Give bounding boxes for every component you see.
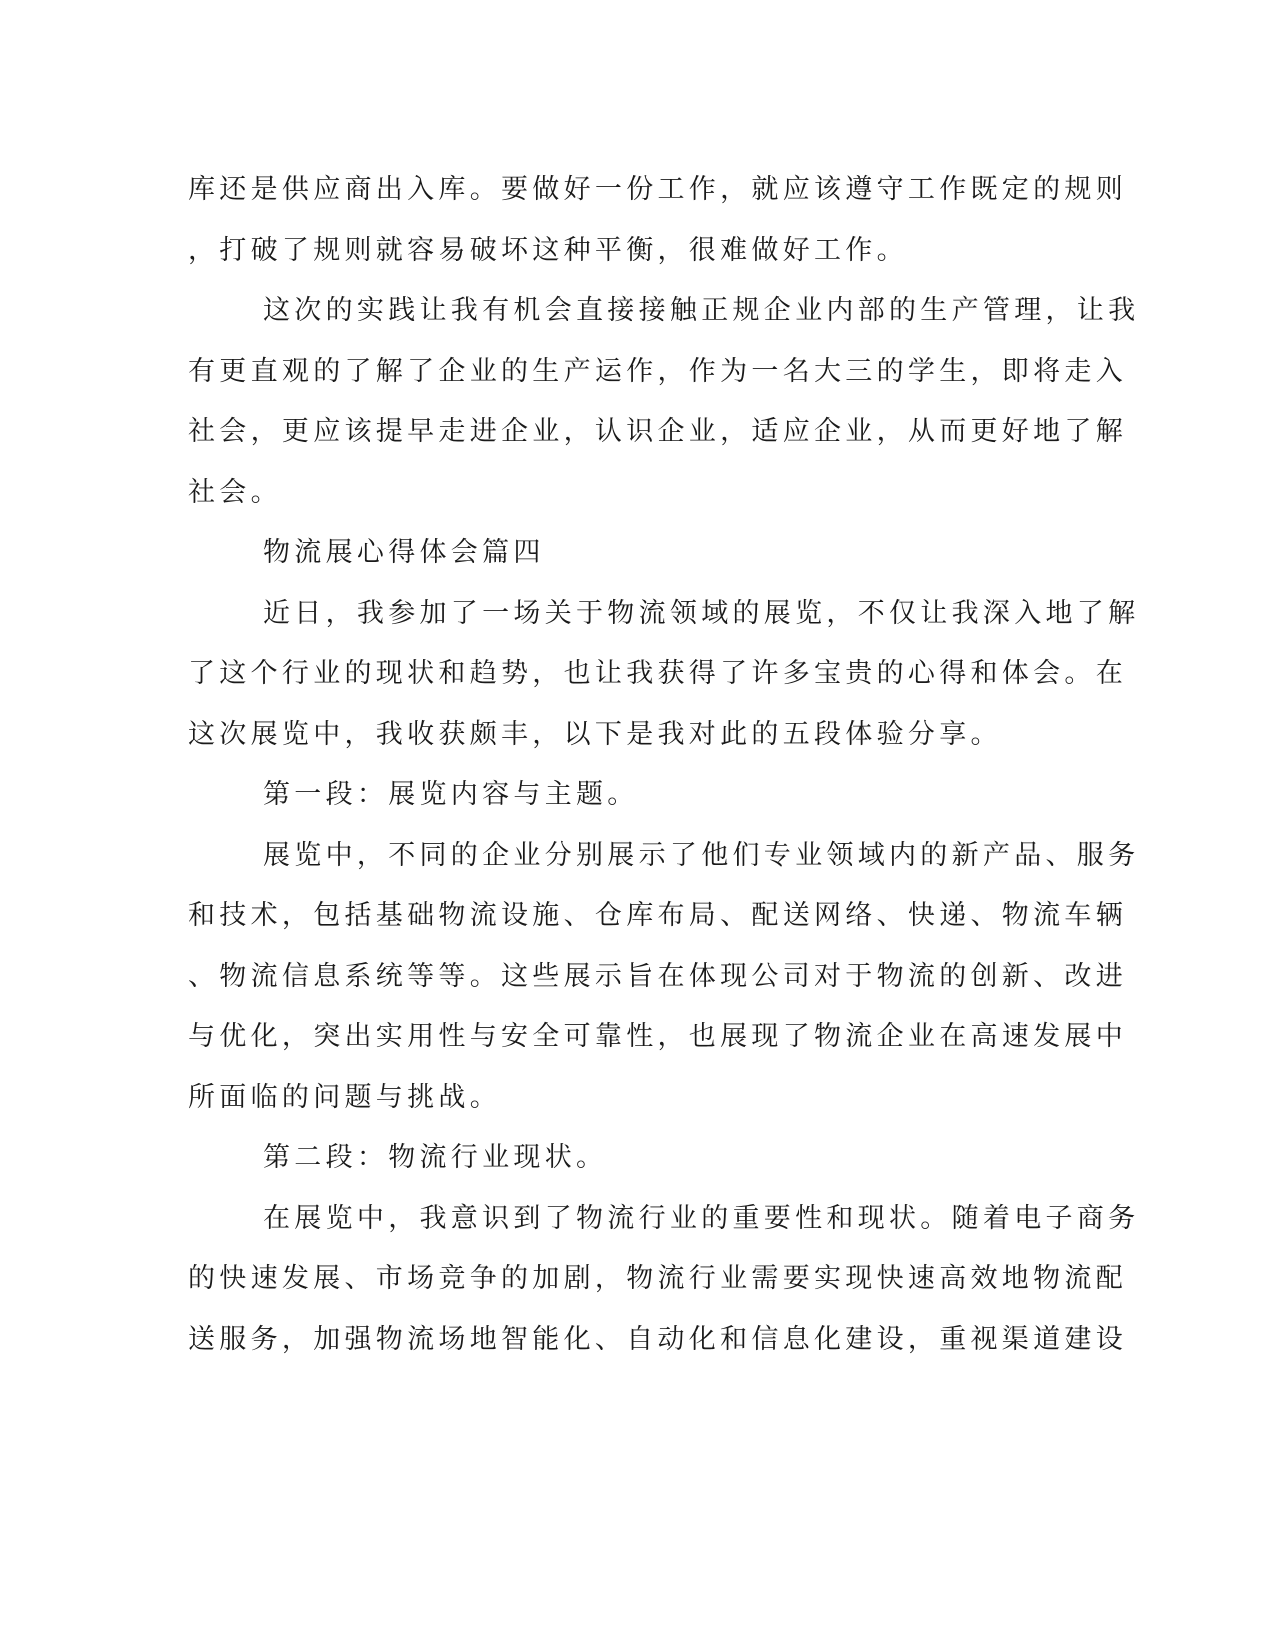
text-line: 有更直观的了解了企业的生产运作，作为一名大三的学生，即将走入 [188, 355, 1127, 387]
text-line: 在展览中，我意识到了物流行业的重要性和现状。随着电子商务 [263, 1202, 1140, 1234]
paragraph-heading: 第一段：展览内容与主题。 [263, 779, 639, 810]
text-line: 与优化，突出实用性与安全可靠性，也展现了物流企业在高速发展中 [188, 1021, 1127, 1052]
text-line: 库还是供应商出入库。要做好一份工作，就应该遵守工作既定的规则 [188, 174, 1127, 205]
text-line: 社会。 [188, 476, 282, 508]
text-line: 送服务，加强物流场地智能化、自动化和信息化建设，重视渠道建设 [188, 1323, 1127, 1355]
document-body [188, 160, 1140, 1370]
text-line: 这次展览中，我收获颇丰，以下是我对此的五段体验分享。 [188, 718, 1002, 750]
paragraph-heading: 第二段：物流行业现状。 [263, 1142, 608, 1173]
text-line: 、物流信息系统等等。这些展示旨在体现公司对于物流的创新、改进 [188, 960, 1127, 992]
text-line: 近日，我参加了一场关于物流领域的展览，不仅让我深入地了解 [263, 597, 1140, 629]
section-heading: 物流展心得体会篇四 [263, 537, 545, 568]
text-line: ，打破了规则就容易破坏这种平衡，很难做好工作。 [188, 234, 908, 266]
text-line: 和技术，包括基础物流设施、仓库布局、配送网络、快递、物流车辆 [188, 900, 1127, 931]
text-line: 展览中，不同的企业分别展示了他们专业领域内的新产品、服务 [263, 839, 1140, 871]
text-line: 社会，更应该提早走进企业，认识企业，适应企业，从而更好地了解 [188, 416, 1127, 447]
text-line: 所面临的问题与挑战。 [188, 1081, 501, 1113]
text-line: 这次的实践让我有机会直接接触正规企业内部的生产管理，让我 [263, 295, 1140, 326]
text-line: 了这个行业的现状和趋势，也让我获得了许多宝贵的心得和体会。在 [188, 658, 1127, 689]
text-line: 的快速发展、市场竞争的加剧，物流行业需要实现快速高效地物流配 [188, 1263, 1127, 1294]
